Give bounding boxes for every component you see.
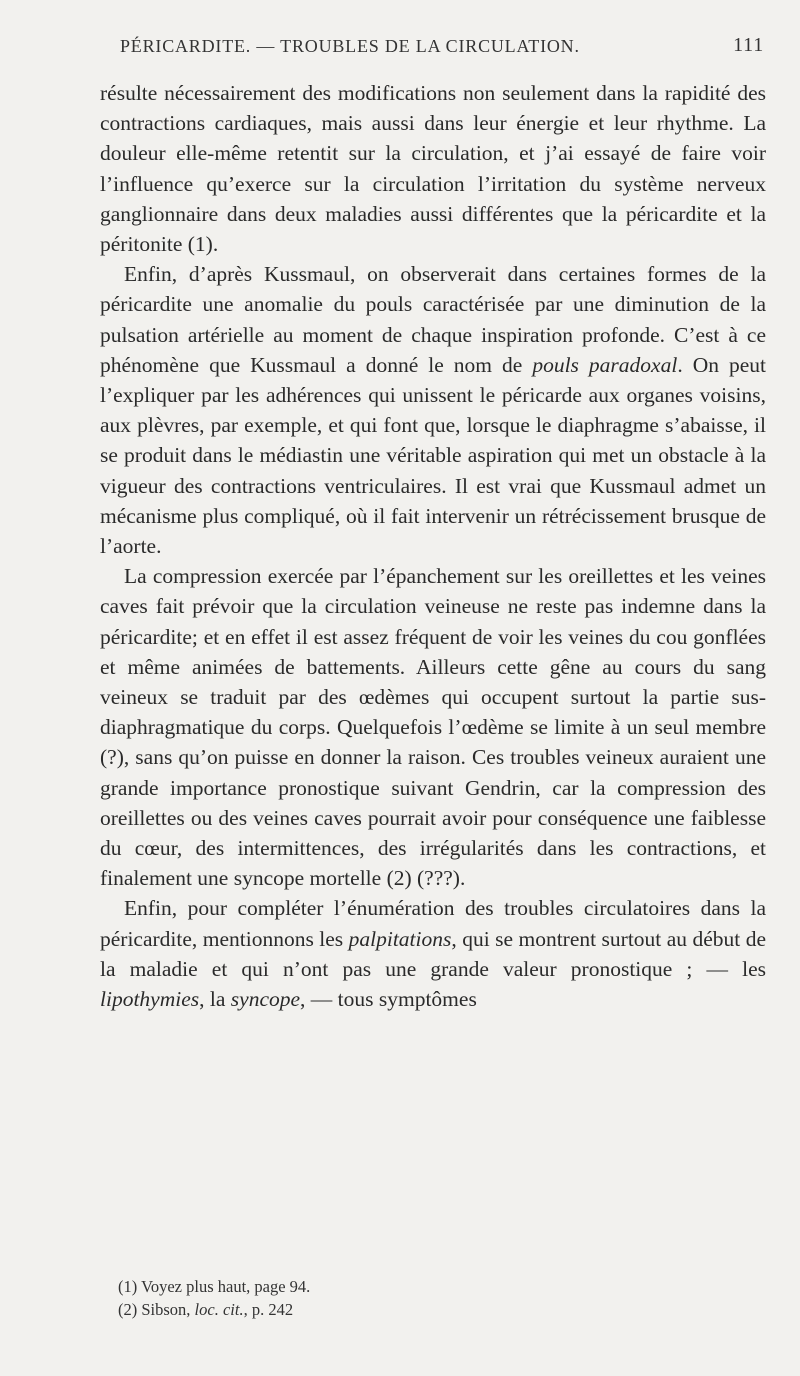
footnotes	[118, 1275, 758, 1321]
term-syncope: syncope	[230, 987, 301, 1012]
paragraph-4-text-3: , la	[199, 987, 231, 1012]
footnote-2: (2) Sibson, loc. cit., p. 242	[118, 1300, 294, 1319]
body-text	[100, 78, 766, 1014]
running-title: PÉRICARDITE. — TROUBLES DE LA CIRCULATION.	[120, 36, 580, 56]
footnote-loc-cit: loc. cit.	[194, 1300, 244, 1319]
paragraph-1-text: résulte nécessairement des modifications non seulement dans la rapidité des contractions cardiaques, mais aussi dans leur énergie et leur rhythme. La douleur elle-même retentit sur la circulation, et j’ai essayé de faire voir l’influence qu’exerce sur la circulation l’irritation du système nerveux ganglionnaire dans deux maladies aussi différentes que la péricardite et la péritonite (1).	[100, 81, 766, 257]
paragraph-2-text-cont: . On peut l’expliquer par les adhérences qui unissent le péricarde aux organes voisins, aux plèvres, par exemple, et qui font que, lorsque le diaphragme s’abaisse, il se produit dans le médiastin une véritable aspiration qui met un obstacle à la vigueur des contractions ventriculaires. Il est vrai que Kussmaul admet un mécanisme plus compliqué, où il fait intervenir un rétrécissement brusque de l’aorte.	[100, 352, 766, 559]
paragraph-2	[100, 259, 766, 561]
paragraph-3	[100, 561, 766, 893]
term-pouls-paradoxal: pouls paradoxal	[532, 352, 678, 377]
paragraph-1	[100, 78, 766, 259]
paragraph-3-text: La compression exercée par l’épanchement sur les oreillettes et les veines caves fait prévoir que la circulation veineuse ne reste pas indemne dans la péricardite; et en effet il est assez fréquent de voir les veines du cou gonflées et même animées de battements. Ailleurs cette gêne au cours du sang veineux se traduit par des œdèmes qui occupent surtout la partie sus-diaphragmatique du corps. Quelquefois l’œdème se limite à un seul membre (?), sans qu’on puisse en donner la raison. Ces troubles veineux auraient une grande importance pronostique suivant Gendrin, car la compression des oreillettes ou des veines caves pourrait avoir pour conséquence une faiblesse du cœur, des intermittences, des irrégularités dans les contractions, et finalement une syncope mortelle (2) (???).	[100, 564, 766, 891]
term-palpitations: palpitations	[348, 926, 452, 951]
paragraph-4-text-4: , — tous symptômes	[300, 987, 477, 1012]
term-lipothymies: lipothymies	[100, 987, 200, 1012]
footnote-1: (1) Voyez plus haut, page 94.	[118, 1277, 311, 1296]
paragraph-2-text: Enfin, d’après Kussmaul, on observerait dans certaines formes de la péricardite une anomalie du pouls caractérisée par une diminution de la pulsation artérielle au moment de chaque inspiration profonde. C’est à ce phénomène que Kussmaul a donné le nom de	[100, 262, 766, 377]
page-number: 111	[733, 34, 764, 56]
paragraph-4-text-2: , qui se montrent surtout au début de la maladie et qui n’ont pas une grande valeur pronostique ; — les	[100, 926, 766, 981]
paragraph-4	[100, 893, 766, 1014]
paragraph-4-text: Enfin, pour compléter l’énumération des troubles circulatoires dans la péricardite, mentionnons les	[100, 896, 766, 951]
